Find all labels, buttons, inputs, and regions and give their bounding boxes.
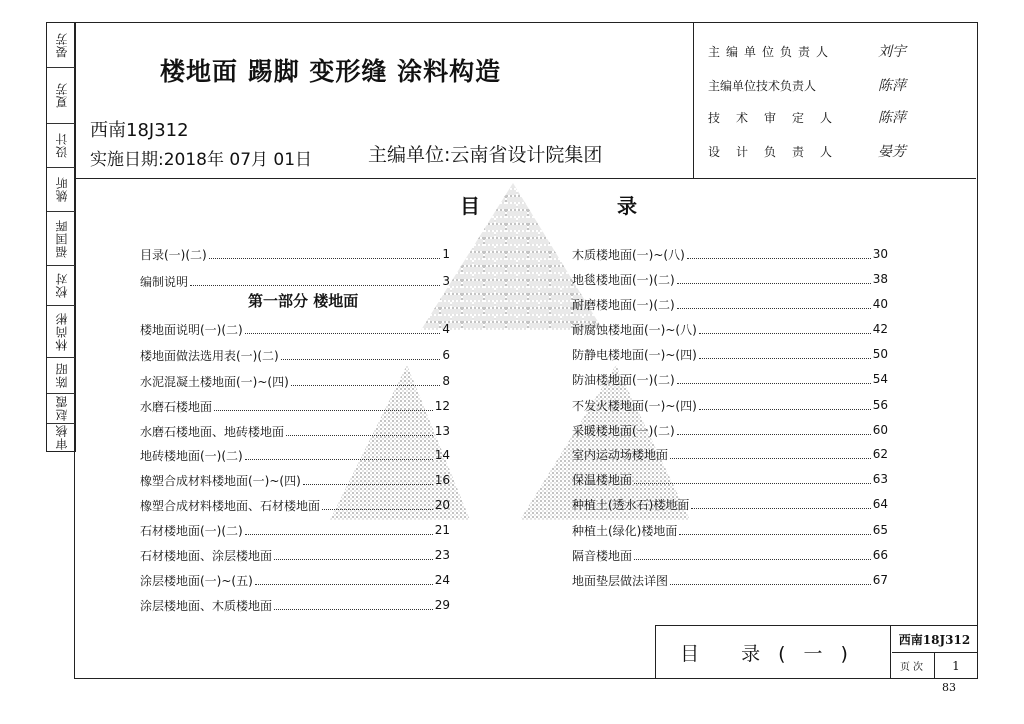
signature-role: 设计负责人 — [708, 144, 849, 159]
leader-dots — [291, 377, 441, 386]
effective-date: 实施日期:2018年 07月 01日 — [90, 150, 313, 170]
leader-dots — [245, 451, 433, 460]
toc-entry[interactable]: 耐腐蚀楼地面(一)~(八) 42 — [572, 322, 888, 337]
side-cell: 校对 — [47, 265, 75, 306]
side-strip — [46, 22, 76, 452]
signature-name: 刘宇 — [878, 44, 906, 60]
side-cell: 福国晖 — [47, 211, 75, 266]
title-block-code: 西南18J312 — [892, 626, 977, 653]
side-cell: 晏芳 — [47, 23, 75, 68]
toc-entry[interactable]: 地面垫层做法详图 67 — [572, 573, 888, 588]
toc-right-column — [572, 0, 888, 724]
toc-entry[interactable]: 耐磨楼地面(一)(二) 40 — [572, 297, 888, 312]
toc-left-column — [140, 0, 450, 724]
leader-dots — [687, 250, 871, 259]
leader-dots — [209, 250, 441, 259]
leader-dots — [634, 475, 871, 484]
leader-dots — [679, 526, 870, 535]
leader-dots — [245, 325, 441, 334]
leader-dots — [677, 375, 871, 384]
leader-dots — [677, 426, 871, 435]
signature-role: 主编单位技术负责人 — [708, 78, 817, 93]
leader-dots — [691, 500, 870, 509]
toc-entry[interactable]: 地砖楼地面(一)(二) 14 — [140, 448, 450, 463]
side-cell: 姚昕 — [47, 167, 75, 212]
toc-entry[interactable]: 橡塑合成材料楼地面(一)~(四) 16 — [140, 473, 450, 488]
toc-heading-right: 录 — [617, 194, 637, 218]
toc-entry[interactable]: 种植土(绿化)楼地面 65 — [572, 523, 888, 538]
title-block-title: 目 录(一) — [656, 626, 891, 678]
toc-entry[interactable]: 楼地面说明(一)(二) 4 — [140, 322, 450, 337]
toc-heading-left: 目 — [460, 194, 480, 218]
toc-entry[interactable]: 水磨石楼地面、地砖楼地面 13 — [140, 424, 450, 439]
side-cell: 林尚彬 — [47, 305, 75, 358]
signature-role: 技术审定人 — [708, 110, 849, 125]
side-cell: 赵霞 — [47, 393, 75, 424]
signature-name: 陈萍 — [878, 78, 906, 94]
toc-entry[interactable]: 水泥混凝土楼地面(一)~(四) 8 — [140, 374, 450, 389]
toc-entry[interactable]: 目录(一)(二) 1 — [140, 247, 450, 262]
sheet-number: 83 — [942, 681, 956, 694]
editing-organization: 主编单位:云南省设计院集团 — [368, 144, 603, 166]
document-title: 楼地面 踢脚 变形缝 涂料构造 — [160, 57, 502, 86]
leader-dots — [670, 450, 871, 459]
leader-dots — [281, 351, 441, 360]
signature-name: 陈萍 — [878, 110, 906, 126]
side-cell: 审核 — [54, 424, 69, 450]
toc-entry[interactable]: 室内运动场楼地面 62 — [572, 447, 888, 462]
leader-dots — [670, 576, 871, 585]
leader-dots — [634, 551, 871, 560]
toc-entry[interactable]: 编制说明 3 — [140, 274, 450, 289]
side-cell: 设计 — [47, 123, 75, 168]
leader-dots — [303, 476, 433, 485]
toc-entry[interactable]: 楼地面做法选用表(一)(二) 6 — [140, 348, 450, 363]
side-cell: 陈昭 — [47, 357, 75, 394]
toc-entry[interactable]: 防静电楼地面(一)~(四) 50 — [572, 347, 888, 362]
toc-entry[interactable]: 种植土(透水石)楼地面 64 — [572, 497, 888, 512]
toc-entry[interactable]: 涂层楼地面、木质楼地面 29 — [140, 598, 450, 613]
leader-dots — [286, 427, 433, 436]
title-block-page-label: 页次 — [892, 653, 935, 678]
toc-entry[interactable]: 不发火楼地面(一)~(四) 56 — [572, 398, 888, 413]
toc-entry[interactable]: 保温楼地面 63 — [572, 472, 888, 487]
leader-dots — [699, 401, 871, 410]
leader-dots — [699, 325, 871, 334]
toc-entry[interactable]: 防油楼地面(一)(二) 54 — [572, 372, 888, 387]
part-title: 第一部分 楼地面 — [248, 292, 359, 310]
signature-name: 晏芳 — [878, 144, 906, 160]
leader-dots — [214, 402, 433, 411]
title-block — [655, 625, 978, 679]
leader-dots — [255, 576, 433, 585]
leader-dots — [274, 551, 433, 560]
toc-entry[interactable]: 涂层楼地面(一)~(五) 24 — [140, 573, 450, 588]
leader-dots — [190, 277, 440, 286]
leader-dots — [322, 501, 433, 510]
toc-entry[interactable]: 隔音楼地面 66 — [572, 548, 888, 563]
toc-entry[interactable]: 石材楼地面(一)(二) 21 — [140, 523, 450, 538]
toc-entry[interactable]: 水磨石楼地面 12 — [140, 399, 450, 414]
toc-entry[interactable]: 橡塑合成材料楼地面、石材楼地面 20 — [140, 498, 450, 513]
toc-entry[interactable]: 木质楼地面(一)~(八) 30 — [572, 247, 888, 262]
leader-dots — [699, 350, 871, 359]
leader-dots — [245, 526, 433, 535]
standard-code: 西南18J312 — [90, 120, 189, 141]
leader-dots — [274, 601, 433, 610]
toc-entry[interactable]: 地毯楼地面(一)(二) 38 — [572, 272, 888, 287]
leader-dots — [677, 300, 871, 309]
toc-entry[interactable]: 石材楼地面、涂层楼地面 23 — [140, 548, 450, 563]
signature-role: 主编单位负责人 — [708, 44, 835, 59]
side-cell: 夏芳 — [47, 67, 75, 124]
toc-entry[interactable]: 采暖楼地面(一)(二) 60 — [572, 423, 888, 438]
leader-dots — [677, 275, 871, 284]
title-block-page-value: 1 — [952, 658, 960, 673]
